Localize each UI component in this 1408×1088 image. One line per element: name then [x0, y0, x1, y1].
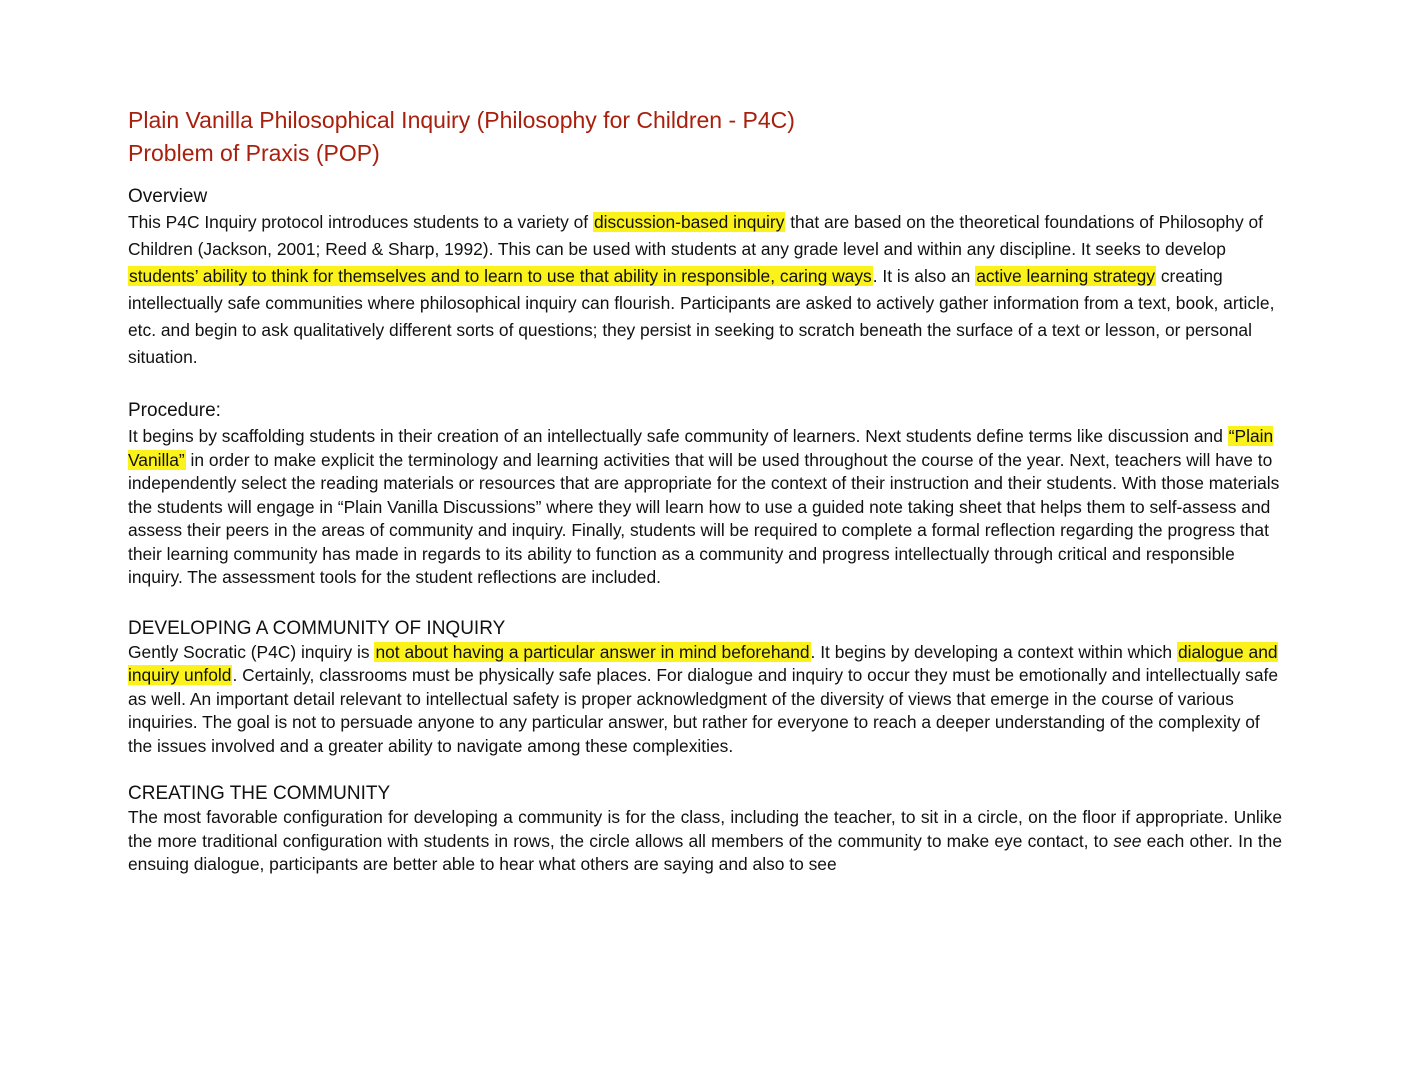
community-of-inquiry-paragraph: [128, 641, 1282, 759]
highlighted-text: dialogue and inquiry unfold: [128, 641, 1278, 685]
document-subtitle: Problem of Praxis (POP): [128, 140, 380, 166]
highlighted-text: not about having a particular answer in mind beforehand: [375, 641, 810, 662]
text-run: Gently Socratic (P4C) inquiry is: [128, 641, 375, 662]
highlighted-text: “Plain Vanilla”: [128, 426, 1274, 470]
procedure-paragraph: [128, 425, 1282, 590]
highlighted-text: students’ ability to think for themselves and to learn to use that ability in responsible, caring ways: [129, 266, 872, 286]
creating-community-paragraph: [128, 806, 1282, 877]
highlighted-text: discussion-based inquiry: [593, 212, 785, 232]
text-run: . It begins by developing a context within which: [810, 641, 1177, 662]
emphasized-text: see: [1113, 830, 1142, 851]
document-page: [128, 104, 1282, 877]
overview-heading: Overview: [128, 186, 208, 207]
text-run: This P4C Inquiry protocol introduces students to a variety of: [128, 212, 593, 232]
community-of-inquiry-heading: DEVELOPING A COMMUNITY OF INQUIRY: [128, 617, 506, 639]
text-run: creating intellectually safe communities where philosophical inquiry can flourish. Participants are asked to actively gather information from a text, book, article, etc. and begin to ask qualitatively different sorts of questions; they persist in seeking to scratch beneath the surface of a text or lesson, or personal situation.: [128, 266, 1275, 367]
text-run: each other. In the ensuing dialogue, participants are better able to hear what others are saying and also to see: [128, 830, 1282, 874]
creating-community-heading: CREATING THE COMMUNITY: [128, 783, 391, 804]
highlighted-text: active learning strategy: [976, 266, 1156, 286]
procedure-heading: Procedure:: [128, 400, 221, 421]
text-run: . Certainly, classrooms must be physically safe places. For dialogue and inquiry to occur they must be emotionally and intellectually safe as well. An important detail relevant to intellectual safety is proper acknowledgment of the diversity of views that emerge in the course of various inquiries. The goal is not to persuade anyone to any particular answer, but rather for everyone to reach a deeper understanding of the complexity of the issues involved and a greater ability to navigate among these complexities.: [128, 665, 1279, 756]
text-run: that are based on the theoretical foundations of Philosophy of Children (Jackson, 2001; Reed & Sharp, 1992). This can be used with students at any grade level and within any discipline. It seeks to develop: [128, 212, 1263, 259]
text-run: . It is also an: [872, 266, 976, 286]
document-title: Plain Vanilla Philosophical Inquiry (Philosophy for Children - P4C): [128, 107, 795, 133]
text-run: It begins by scaffolding students in their creation of an intellectually safe community of learners. Next students define terms like discussion and: [128, 426, 1228, 446]
overview-paragraph: [128, 209, 1282, 371]
text-run: The most favorable configuration for developing a community is for the class, including the teacher, to sit in a circle, on the floor if appropriate. Unlike the more traditional configuration with students in rows, the circle allows all members of the community to make eye contact, to: [128, 807, 1282, 851]
text-run: in order to make explicit the terminology and learning activities that will be used throughout the course of the year. Next, teachers will have to independently select the reading materials or resources that are appropriate for the context of their instruction and their students. With those materials the students will engage in “Plain Vanilla Discussions” where they will learn how to use a guided note taking sheet that helps them to self-assess and assess their peers in the areas of community and inquiry. Finally, students will be required to complete a formal reflection regarding the progress that their learning community has made in regards to its ability to function as a community and progress intellectually through critical and responsible inquiry. The assessment tools for the student reflections are included.: [128, 449, 1280, 587]
